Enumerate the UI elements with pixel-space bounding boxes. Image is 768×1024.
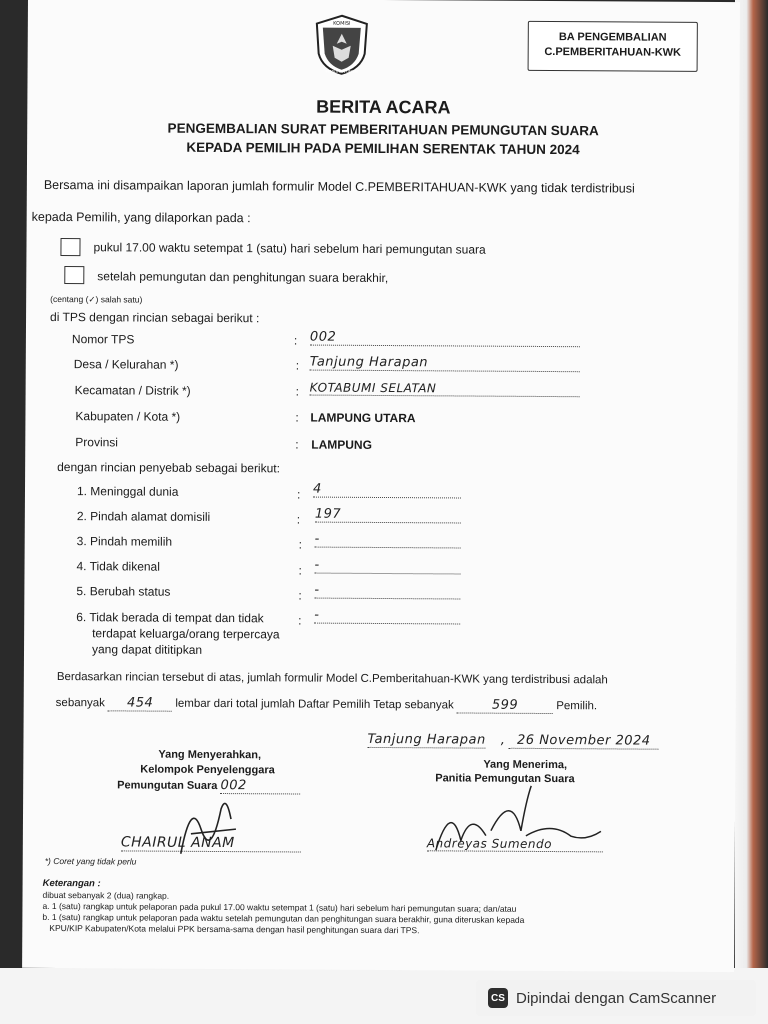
right-signatory-line-1: Yang Menerima, xyxy=(483,758,568,772)
field-label-provinsi: Provinsi xyxy=(75,435,119,450)
cause-colon: : xyxy=(298,588,302,603)
badge-line-2: C.PEMBERITAHUAN-KWK xyxy=(544,45,682,59)
left-signatory-line-3-text: Pemungutan Suara xyxy=(117,779,218,792)
field-value-kabupaten: LAMPUNG UTARA xyxy=(310,410,416,426)
option-1-label: pukul 17.00 waktu setempat 1 (satu) hari sebelum hari pemungutan suara xyxy=(93,240,486,257)
field-value-provinsi: LAMPUNG xyxy=(311,437,372,452)
cause-colon: : xyxy=(298,563,302,578)
field-label-desa: Desa / Kelurahan *) xyxy=(73,357,179,372)
camscanner-watermark xyxy=(476,980,756,1016)
cause-value-2: 197 xyxy=(315,507,461,524)
tps-intro-line: di TPS dengan rincian sebagai berikut : xyxy=(50,309,260,326)
document-subtitle-1: PENGEMBALIAN SURAT PEMBERITAHUAN PEMUNGUTAN SUARA xyxy=(167,120,599,139)
document-title: BERITA ACARA xyxy=(316,96,451,118)
field-colon: : xyxy=(295,358,300,373)
cause-value-6: - xyxy=(314,608,460,625)
left-signatory-tps: 002 xyxy=(220,778,300,794)
cause-colon: : xyxy=(296,512,301,527)
summary-prefix: sebanyak xyxy=(55,697,105,710)
summary-middle: lembar dari total jumlah Daftar Pemilih Tetap sebanyak xyxy=(175,697,454,712)
field-colon: : xyxy=(295,384,299,399)
notes-line-0: dibuat sebanyak 2 (dua) rangkap. xyxy=(42,889,170,901)
place-date-row xyxy=(367,732,658,750)
camscanner-logo-icon: CS xyxy=(488,988,508,1008)
notes-line-b2: KPU/KIP Kabupaten/Kota melalui PPK bersama-sama dengan hasil penghitungan suara dari TPS. xyxy=(49,922,420,936)
cause-label-4: 4. Tidak dikenal xyxy=(76,559,160,574)
comma: , xyxy=(500,732,506,748)
field-colon: : xyxy=(293,333,298,348)
place-value: Tanjung Harapan xyxy=(367,731,486,748)
badge-line-1: BA PENGEMBALIAN xyxy=(558,31,667,44)
cause-colon: : xyxy=(296,487,301,502)
option-2-label: setelah pemungutan dan penghitungan suara berakhir, xyxy=(97,269,389,286)
cause-value-row-2 xyxy=(315,507,461,524)
field-colon: : xyxy=(295,437,299,452)
summary-line-1: Berdasarkan rincian tersebut di atas, jumlah formulir Model C.Pemberitahuan-KWK yang terdistribusi adalah xyxy=(56,671,608,687)
notes-line-b: b. 1 (satu) rangkap untuk pelaporan pada waktu setelah pemungutan dan penghitungan suara berakhir, guna diteruskan kepada xyxy=(42,911,525,925)
right-signatory-name: Andreyas Sumendo xyxy=(427,836,603,852)
cause-label-6: 6. Tidak berada di tempat dan tidak xyxy=(76,610,264,626)
summary-total: 599 xyxy=(457,697,553,714)
field-colon: : xyxy=(295,410,299,425)
field-label-kecamatan: Kecamatan / Distrik *) xyxy=(74,383,191,398)
right-name-row xyxy=(427,836,603,852)
cause-value-row-3 xyxy=(315,532,461,549)
cause-value-1: 4 xyxy=(313,482,461,499)
cause-value-row-6 xyxy=(314,608,460,625)
logo-bottom-text: PEMILIHAN UMUM xyxy=(325,69,358,74)
field-value-kecamatan-row xyxy=(310,381,580,398)
intro-line-2: kepada Pemilih, yang dilaporkan pada : xyxy=(31,209,251,226)
notes-heading: Keterangan : xyxy=(42,877,101,890)
cause-label-6-line-3: yang dapat dititipkan xyxy=(91,642,203,657)
cause-label-3: 3. Pindah memilih xyxy=(76,534,173,549)
logo-top-text: KOMISI xyxy=(333,20,351,27)
right-signatory-line-2: Panitia Pemungutan Suara xyxy=(435,772,575,786)
photo-edge-right xyxy=(735,0,768,1024)
cause-value-3: - xyxy=(315,532,461,549)
left-name-row xyxy=(121,834,301,852)
footnote: *) Coret yang tidak perlu xyxy=(44,855,137,867)
causes-heading: dengan rincian penyebab sebagai berikut: xyxy=(57,460,281,476)
field-value-desa: Tanjung Harapan xyxy=(310,355,580,373)
option-1-checkbox[interactable] xyxy=(60,238,80,256)
cause-label-2: 2. Pindah alamat domisili xyxy=(76,509,211,524)
cause-label-6-line-2: terdapat keluarga/orang terpercaya xyxy=(92,626,280,642)
check-note: (centang (✓) salah satu) xyxy=(50,293,143,305)
summary-line-2 xyxy=(56,695,598,714)
cause-value-row-5 xyxy=(314,583,460,600)
cause-value-row-1 xyxy=(313,482,461,499)
summary-suffix: Pemilih. xyxy=(556,700,598,713)
field-value-nomor-tps: 002 xyxy=(310,330,580,348)
summary-count: 454 xyxy=(108,695,172,711)
cause-label-5: 5. Berubah status xyxy=(76,584,171,599)
cause-value-4: - xyxy=(314,558,460,575)
notes-line-a: a. 1 (satu) rangkap untuk pelaporan pada pukul 17.00 waktu setempat 1 (satu) hari sebelum hari pemungutan suara; dan/atau xyxy=(42,900,517,914)
cause-value-5: - xyxy=(314,583,460,600)
left-signatory-name: CHAIRUL ANAM xyxy=(121,834,301,852)
left-signatory-line-2: Kelompok Penyelenggara xyxy=(140,763,275,777)
kpu-logo-icon xyxy=(313,14,371,76)
field-value-kecamatan: KOTABUMI SELATAN xyxy=(310,381,580,398)
document-page xyxy=(22,0,740,972)
cause-label-1: 1. Meninggal dunia xyxy=(76,484,179,499)
cause-colon: : xyxy=(298,613,302,628)
document-subtitle-2: KEPADA PEMILIH PADA PEMILIHAN SERENTAK TAHUN 2024 xyxy=(186,139,580,158)
left-signatory-line-1: Yang Menyerahkan, xyxy=(158,748,262,762)
form-code-badge xyxy=(528,21,698,72)
intro-line-1: Bersama ini disampaikan laporan jumlah formulir Model C.PEMBERITAHUAN-KWK yang tidak terdistribusi xyxy=(43,177,635,196)
field-value-nomor-tps-row xyxy=(310,330,580,348)
date-value: 26 November 2024 xyxy=(509,733,659,750)
option-2-checkbox[interactable] xyxy=(64,266,84,284)
field-label-kabupaten: Kabupaten / Kota *) xyxy=(75,409,181,424)
camscanner-text: Dipindai dengan CamScanner xyxy=(516,989,717,1007)
field-value-desa-row xyxy=(310,355,580,373)
field-label-nomor-tps: Nomor TPS xyxy=(71,332,135,347)
cause-colon: : xyxy=(298,537,303,552)
cause-value-row-4 xyxy=(314,558,460,575)
